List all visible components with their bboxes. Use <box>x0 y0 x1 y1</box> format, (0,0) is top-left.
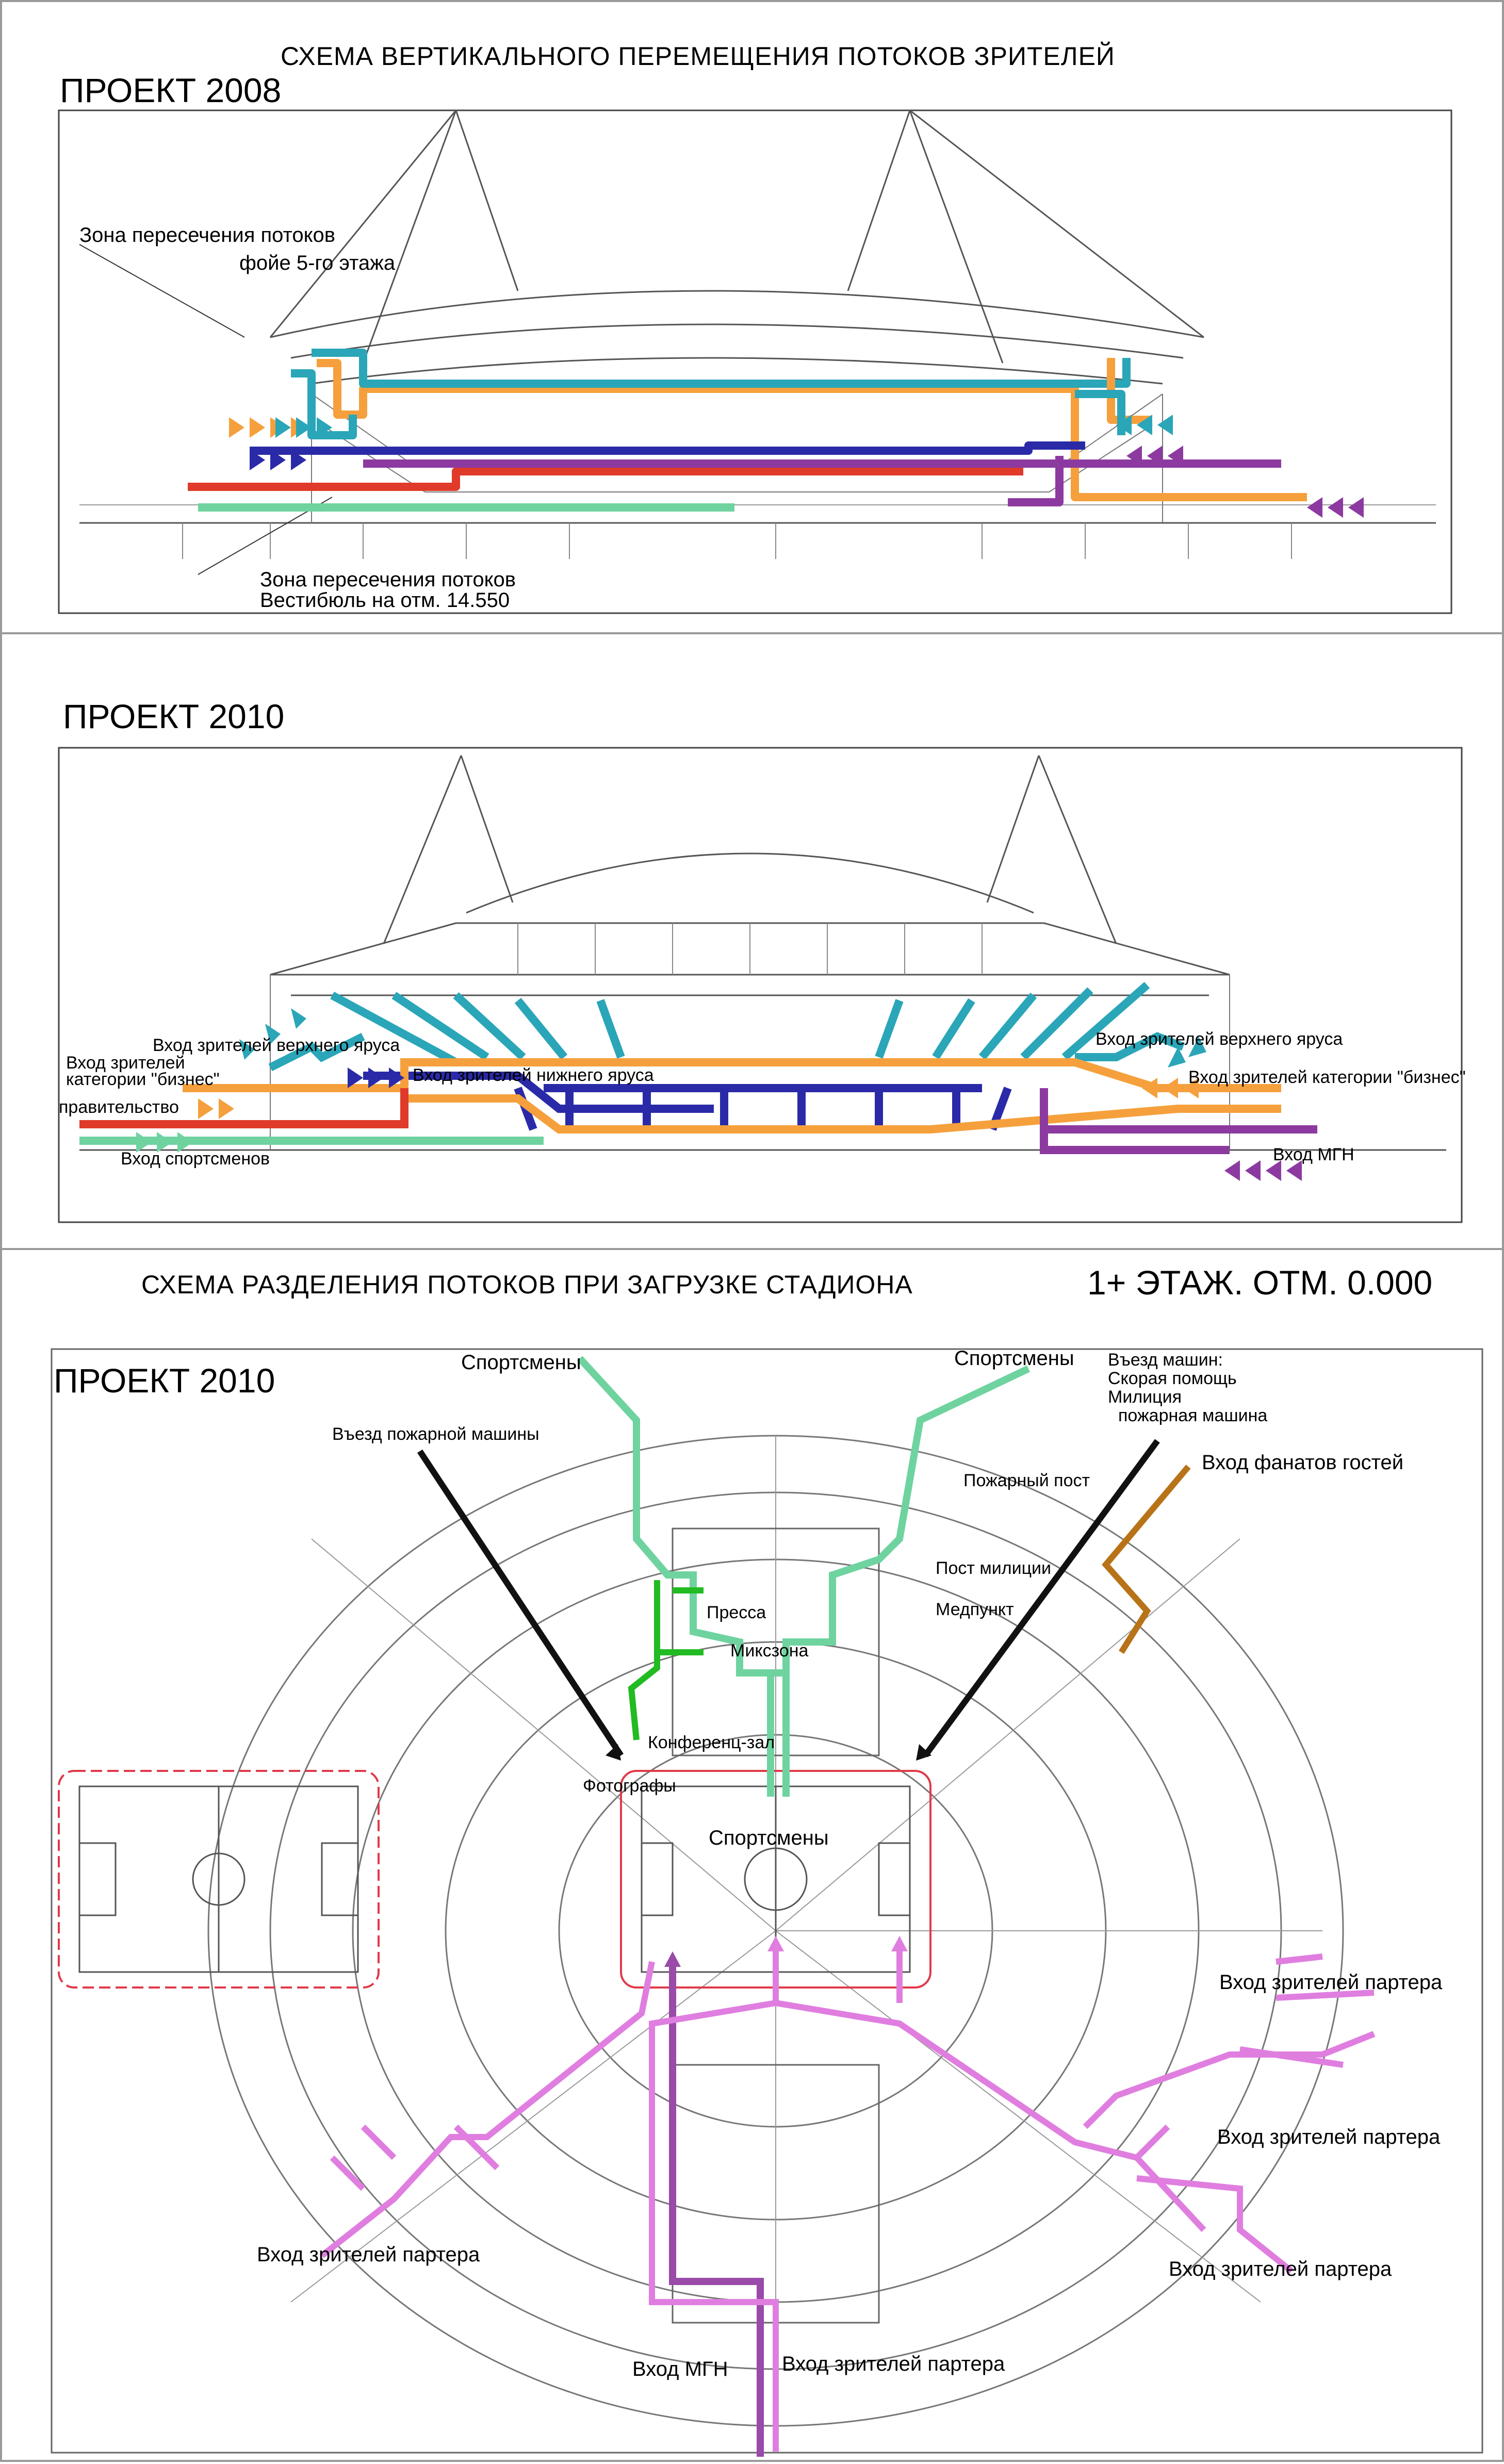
vehicles-line3: Милиция <box>1108 1387 1182 1407</box>
panel-project-2010-section <box>0 632 1504 1250</box>
conference-hall-label: Конференц-зал <box>648 1733 775 1752</box>
crossing-zone-bottom-line1: Зона пересечения потоков <box>260 568 516 591</box>
crossing-zone-top-line2: фойе 5-го этажа <box>239 252 396 274</box>
floor-level: 1+ ЭТАЖ. ОТМ. 0.000 <box>1087 1263 1433 1302</box>
crossing-zone-top-line1: Зона пересечения потоков <box>79 224 336 247</box>
parterre-entry-right-3: Вход зрителей партера <box>1169 2258 1392 2280</box>
mgn-entry-plan: Вход МГН <box>632 2358 728 2380</box>
parterre-entry-right-2: Вход зрителей партера <box>1217 2126 1441 2148</box>
fire-post: Пожарный пост <box>963 1471 1090 1490</box>
athletes-entry: Вход спортсменов <box>121 1149 270 1169</box>
mixzone-label: Миксзона <box>730 1641 809 1661</box>
government-entry: правительство <box>59 1097 179 1117</box>
parterre-entry-right-1: Вход зрителей партера <box>1219 1971 1443 1994</box>
business-entry-right: Вход зрителей категории "бизнес" <box>1188 1067 1466 1087</box>
project-2008-label: ПРОЕКТ 2008 <box>60 71 282 109</box>
vehicles-line2: Скорая помощь <box>1108 1369 1237 1388</box>
parterre-entry-bottom: Вход зрителей партера <box>782 2353 1005 2375</box>
guest-fans-entry: Вход фанатов гостей <box>1202 1451 1404 1474</box>
upper-tier-entry-left: Вход зрителей верхнего яруса <box>153 1036 400 1055</box>
panel3-title: СХЕМА РАЗДЕЛЕНИЯ ПОТОКОВ ПРИ ЗАГРУЗКЕ СТАДИОНА <box>141 1270 913 1299</box>
vehicles-line1: Въезд машин: <box>1108 1350 1223 1370</box>
lower-tier-entry: Вход зрителей нижнего яруса <box>413 1065 654 1085</box>
athletes-center-label: Спортсмены <box>709 1827 829 1849</box>
parterre-entry-left: Вход зрителей партера <box>257 2243 480 2266</box>
project-2010-plan-label: ПРОЕКТ 2010 <box>54 1361 275 1400</box>
business-entry-left-line1: Вход зрителей <box>66 1053 185 1073</box>
panel-project-2010-plan <box>0 1248 1504 2462</box>
athletes-label-right: Спортсмены <box>954 1347 1074 1370</box>
panel1-title: СХЕМА ВЕРТИКАЛЬНОГО ПЕРЕМЕЩЕНИЯ ПОТОКОВ ЗРИТЕЛЕЙ <box>281 42 1115 71</box>
vehicles-line4: пожарная машина <box>1118 1406 1268 1425</box>
business-entry-left-line2: категории "бизнес" <box>66 1070 220 1089</box>
medical-post: Медпункт <box>936 1600 1014 1619</box>
photographers-label: Фотографы <box>583 1776 676 1796</box>
athletes-label-left: Спортсмены <box>461 1351 581 1374</box>
press-label: Пресса <box>707 1603 766 1622</box>
crossing-zone-bottom-line2: Вестибюль на отм. 14.550 <box>260 589 510 612</box>
upper-tier-entry-right: Вход зрителей верхнего яруса <box>1096 1029 1343 1049</box>
plan-drawing-2010 <box>2 1250 1504 2464</box>
project-2010-label: ПРОЕКТ 2010 <box>63 697 285 735</box>
fire-truck-entry: Въезд пожарной машины <box>332 1424 540 1444</box>
mgn-entry: Вход МГН <box>1273 1145 1354 1164</box>
police-post: Пост милиции <box>936 1558 1052 1578</box>
panel-project-2008 <box>0 0 1504 634</box>
